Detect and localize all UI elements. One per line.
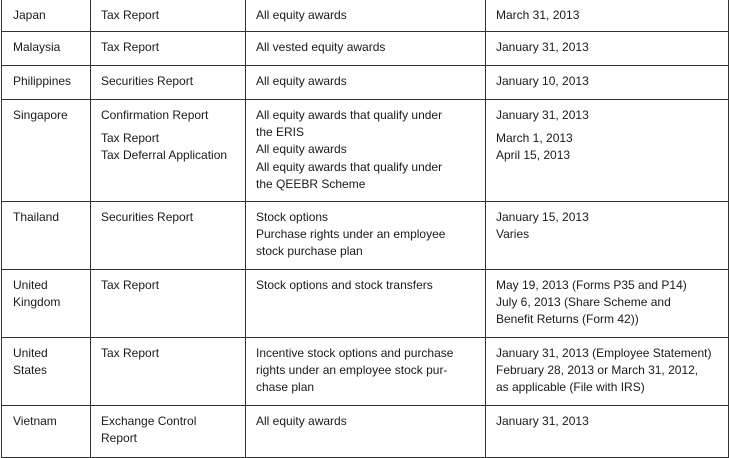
country-cell	[2, 338, 91, 406]
report-type-cell	[91, 66, 246, 100]
country-cell	[2, 202, 91, 270]
report-type-line: Report	[101, 431, 138, 446]
deadline-line: January 31, 2013 (Employee Statement)	[496, 346, 712, 360]
deadline-line: as applicable (File with IRS)	[496, 380, 645, 395]
covered-awards-cell	[246, 406, 486, 458]
filing-requirements-table	[1, 0, 729, 458]
deadline-cell	[486, 0, 729, 32]
covered-awards-cell	[246, 100, 486, 202]
country-cell	[2, 66, 91, 100]
deadline-cell	[486, 270, 729, 338]
covered-awards-line: All equity awards that qualify under	[256, 159, 443, 174]
report-type-cell	[91, 32, 246, 66]
deadline-line: March 31, 2013	[496, 8, 580, 22]
report-type-line: Securities Report	[101, 74, 194, 88]
covered-awards-line: rights under an employee stock pur-	[256, 363, 448, 378]
deadline-cell	[486, 66, 729, 100]
covered-awards-cell	[246, 202, 486, 270]
country-cell	[2, 0, 91, 32]
report-type-line: Exchange Control	[101, 414, 197, 428]
report-type-line: Tax Report	[101, 40, 160, 54]
deadline-line: February 28, 2013 or March 31, 2012,	[496, 363, 699, 378]
country-line: Kingdom	[13, 295, 61, 310]
country-line: Japan	[13, 8, 46, 22]
report-type-line: Tax Deferral Application	[101, 148, 228, 163]
covered-awards-line: the ERIS	[256, 125, 305, 140]
report-type-line: Securities Report	[101, 210, 194, 224]
deadline-line: Varies	[496, 227, 530, 242]
report-type-cell	[91, 0, 246, 32]
country-line: United	[13, 278, 48, 292]
covered-awards-cell	[246, 32, 486, 66]
covered-awards-line: Purchase rights under an employee	[256, 227, 446, 242]
report-type-line: Tax Report	[101, 131, 160, 146]
country-line: United	[13, 346, 48, 360]
deadline-cell	[486, 202, 729, 270]
covered-awards-cell	[246, 0, 486, 32]
country-cell	[2, 270, 91, 338]
deadline-line: Benefit Returns (Form 42))	[496, 312, 639, 327]
deadline-line: January 31, 2013	[496, 414, 589, 428]
report-type-cell	[91, 338, 246, 406]
table-row	[2, 406, 729, 458]
covered-awards-line: chase plan	[256, 380, 315, 395]
deadline-cell	[486, 100, 729, 202]
deadline-line: January 10, 2013	[496, 74, 589, 88]
table-row	[2, 66, 729, 100]
table-row	[2, 0, 729, 32]
report-type-cell	[91, 406, 246, 458]
report-type-cell	[91, 270, 246, 338]
deadline-cell	[486, 406, 729, 458]
report-type-line: Tax Report	[101, 8, 160, 22]
covered-awards-cell	[246, 66, 486, 100]
table-row	[2, 32, 729, 66]
covered-awards-line: stock purchase plan	[256, 244, 363, 259]
covered-awards-cell	[246, 338, 486, 406]
covered-awards-line: Stock options	[256, 210, 329, 224]
deadline-cell	[486, 32, 729, 66]
covered-awards-line: All equity awards that qualify under	[256, 108, 443, 122]
report-type-cell	[91, 100, 246, 202]
deadline-line: April 15, 2013	[496, 148, 571, 163]
covered-awards-line: All equity awards	[256, 414, 347, 428]
covered-awards-line: Incentive stock options and purchase	[256, 346, 454, 360]
report-type-line: Tax Report	[101, 346, 160, 360]
country-cell	[2, 100, 91, 202]
deadline-line: July 6, 2013 (Share Scheme and	[496, 295, 671, 310]
covered-awards-line: All vested equity awards	[256, 40, 386, 54]
table-row	[2, 338, 729, 406]
country-line: Malaysia	[13, 40, 61, 54]
deadline-cell	[486, 338, 729, 406]
table-body	[2, 0, 729, 458]
country-line: Singapore	[13, 108, 68, 122]
country-cell	[2, 32, 91, 66]
deadline-line: May 19, 2013 (Forms P35 and P14)	[496, 278, 687, 292]
deadline-line: January 15, 2013	[496, 210, 589, 224]
table-row	[2, 202, 729, 270]
report-type-line: Confirmation Report	[101, 108, 209, 122]
report-type-line: Tax Report	[101, 278, 160, 292]
covered-awards-line: All equity awards	[256, 142, 347, 157]
covered-awards-line: All equity awards	[256, 74, 347, 88]
table-row	[2, 100, 729, 202]
covered-awards-line: All equity awards	[256, 8, 347, 22]
covered-awards-cell	[246, 270, 486, 338]
country-line: Thailand	[13, 210, 60, 224]
country-line: Vietnam	[13, 414, 57, 428]
table-row	[2, 270, 729, 338]
country-cell	[2, 406, 91, 458]
covered-awards-line: Stock options and stock transfers	[256, 278, 433, 292]
country-line: Philippines	[13, 74, 72, 88]
deadline-line: January 31, 2013	[496, 108, 589, 122]
country-line: States	[13, 363, 48, 378]
covered-awards-line: the QEEBR Scheme	[256, 176, 366, 191]
deadline-line: March 1, 2013	[496, 131, 573, 146]
deadline-line: January 31, 2013	[496, 40, 589, 54]
report-type-cell	[91, 202, 246, 270]
